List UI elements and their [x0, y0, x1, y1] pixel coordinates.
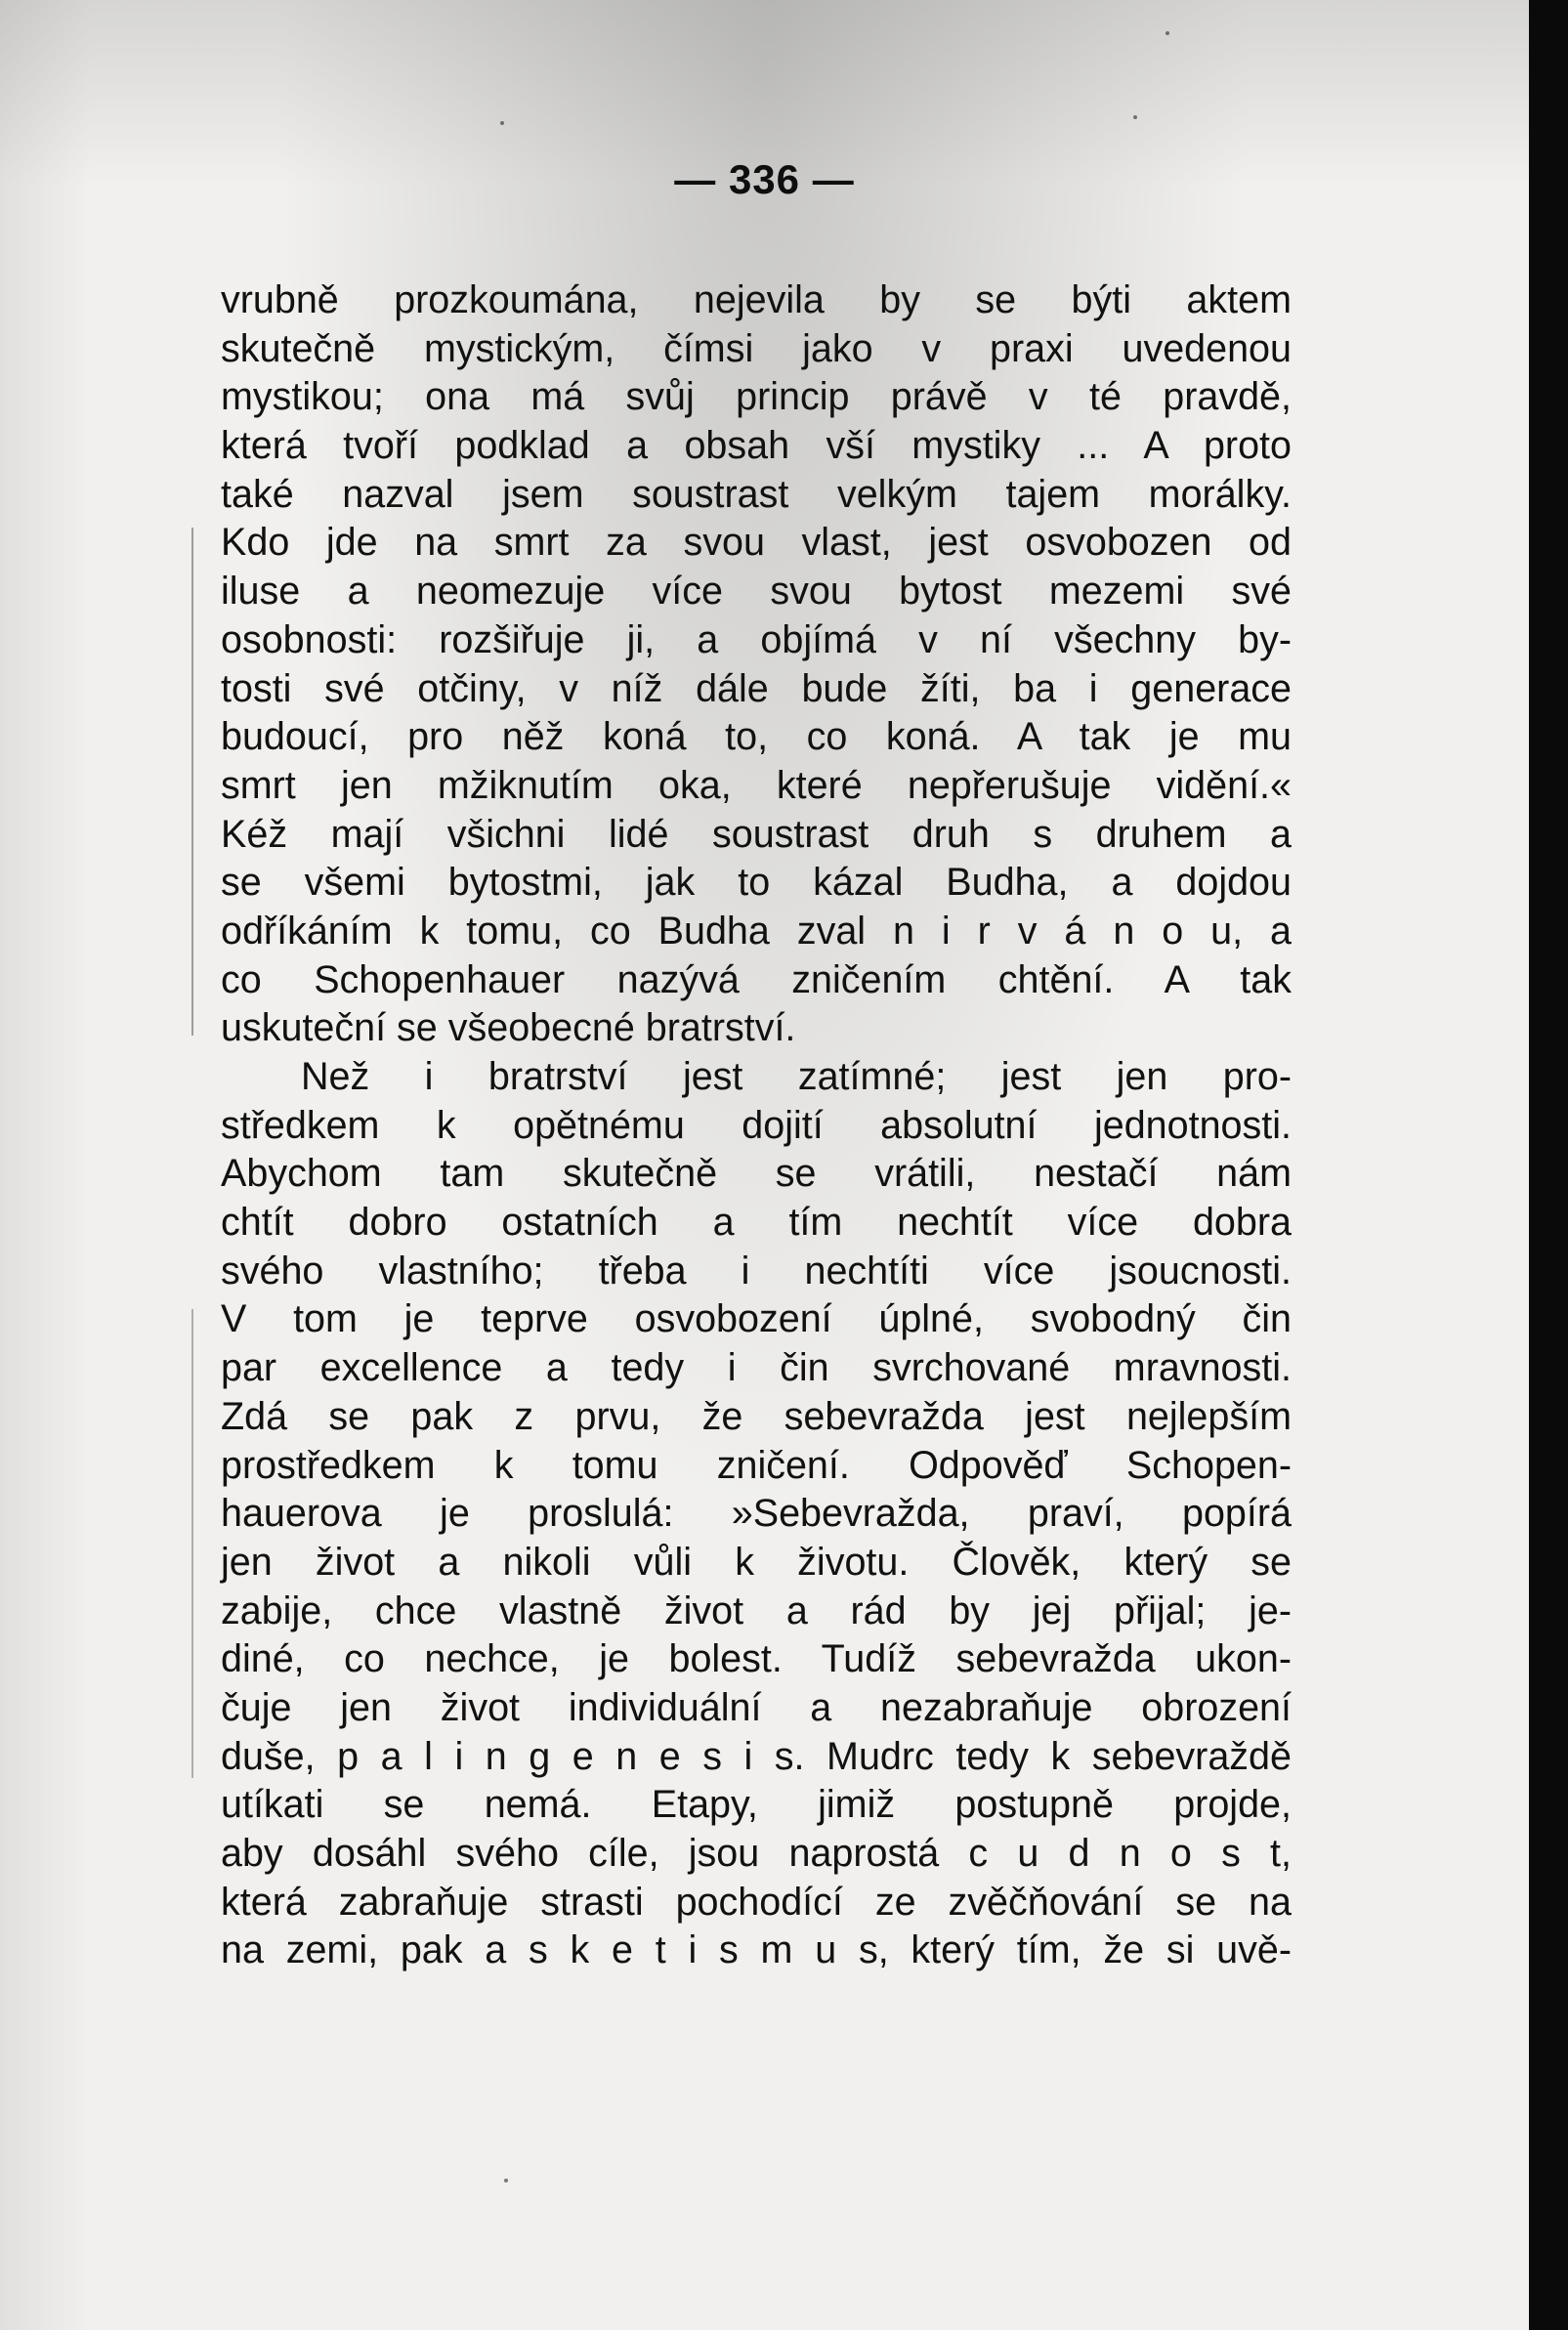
- text-line: osobnosti: rozšiřuje ji, a objímá v ní všechny by-: [221, 617, 1292, 661]
- text-line: se všemi bytostmi, jak to kázal Budha, a dojdou: [221, 861, 1292, 905]
- text-line: Kdo jde na smrt za svou vlast, jest osvobozen od: [221, 521, 1292, 565]
- text-line: zabije, chce vlastně život a rád by jej přijal; je-: [221, 1589, 1292, 1632]
- text-line: Abychom tam skutečně se vrátili, nestačí nám: [221, 1152, 1292, 1196]
- paper-speck: [1133, 115, 1137, 119]
- paper-speck: [504, 2179, 508, 2182]
- text-line: mystikou; ona má svůj princip právě v té pravdě,: [221, 375, 1292, 419]
- text-line: která zabraňuje strasti pochodící ze zvěčňování se na: [221, 1880, 1292, 1924]
- text-line: odříkáním k tomu, co Budha zval n i r v á n o u, a: [221, 909, 1292, 953]
- paper-speck: [500, 121, 504, 125]
- text-line: vrubně prozkoumána, nejevila by se býti aktem: [221, 278, 1292, 321]
- page-number: — 336 —: [674, 156, 855, 202]
- text-line: prostředkem k tomu zničení. Odpověď Schopen-: [221, 1443, 1292, 1487]
- text-line: která tvoří podklad a obsah vší mystiky ... A proto: [221, 424, 1292, 468]
- paper-speck: [1165, 31, 1169, 35]
- text-line: tosti své otčiny, v níž dále bude žíti, ba i generace: [221, 666, 1292, 710]
- text-line: co Schopenhauer nazývá zničením chtění. A tak: [221, 957, 1292, 1001]
- text-line: budoucí, pro něž koná to, co koná. A tak je mu: [221, 715, 1292, 759]
- text-line: Zdá se pak z prvu, že sebevražda jest nejlepším: [221, 1394, 1292, 1438]
- text-line: Než i bratrství jest zatímné; jest jen pro-: [301, 1055, 1292, 1098]
- text-line: svého vlastního; třeba i nechtíti více jsoucnosti.: [221, 1249, 1292, 1292]
- text-line: čuje jen život individuální a nezabraňuje obrození: [221, 1685, 1292, 1729]
- text-line: uskuteční se všeobecné bratrství.: [221, 1006, 796, 1050]
- text-line: na zemi, pak a s k e t i s m u s, který tím, že si uvě-: [221, 1928, 1292, 1972]
- text-line: skutečně mystickým, čímsi jako v praxi uvedenou: [221, 326, 1292, 370]
- text-line: středkem k opětnému dojití absolutní jednotnosti.: [221, 1103, 1292, 1147]
- text-line: chtít dobro ostatních a tím nechtít více dobra: [221, 1201, 1292, 1245]
- text-line: V tom je teprve osvobození úplné, svobodný čin: [221, 1297, 1292, 1341]
- text-line: Kéž mají všichni lidé soustrast druh s druhem a: [221, 812, 1292, 856]
- text-line: také nazval jsem soustrast velkým tajem morálky.: [221, 472, 1292, 516]
- text-line: jen život a nikoli vůli k životu. Člověk, který se: [221, 1540, 1292, 1584]
- scan-border: [1529, 0, 1568, 2330]
- text-line: par excellence a tedy i čin svrchované mravnosti.: [221, 1346, 1292, 1390]
- margin-pencil-mark: [191, 528, 193, 1036]
- text-line: smrt jen mžiknutím oka, které nepřerušuje vidění.«: [221, 763, 1292, 807]
- margin-pencil-mark: [191, 1309, 193, 1778]
- body-text: [221, 276, 1292, 1975]
- text-line: iluse a neomezuje více svou bytost mezemi své: [221, 570, 1292, 614]
- text-line: hauerova je proslulá: »Sebevražda, praví, popírá: [221, 1492, 1292, 1536]
- text-line: duše, p a l i n g e n e s i s. Mudrc tedy k sebevraždě: [221, 1734, 1292, 1778]
- text-line: aby dosáhl svého cíle, jsou naprostá c u d n o s t,: [221, 1832, 1292, 1875]
- text-line: utíkati se nemá. Etapy, jimiž postupně projde,: [221, 1783, 1292, 1827]
- text-line: diné, co nechce, je bolest. Tudíž sebevražda ukon-: [221, 1637, 1292, 1681]
